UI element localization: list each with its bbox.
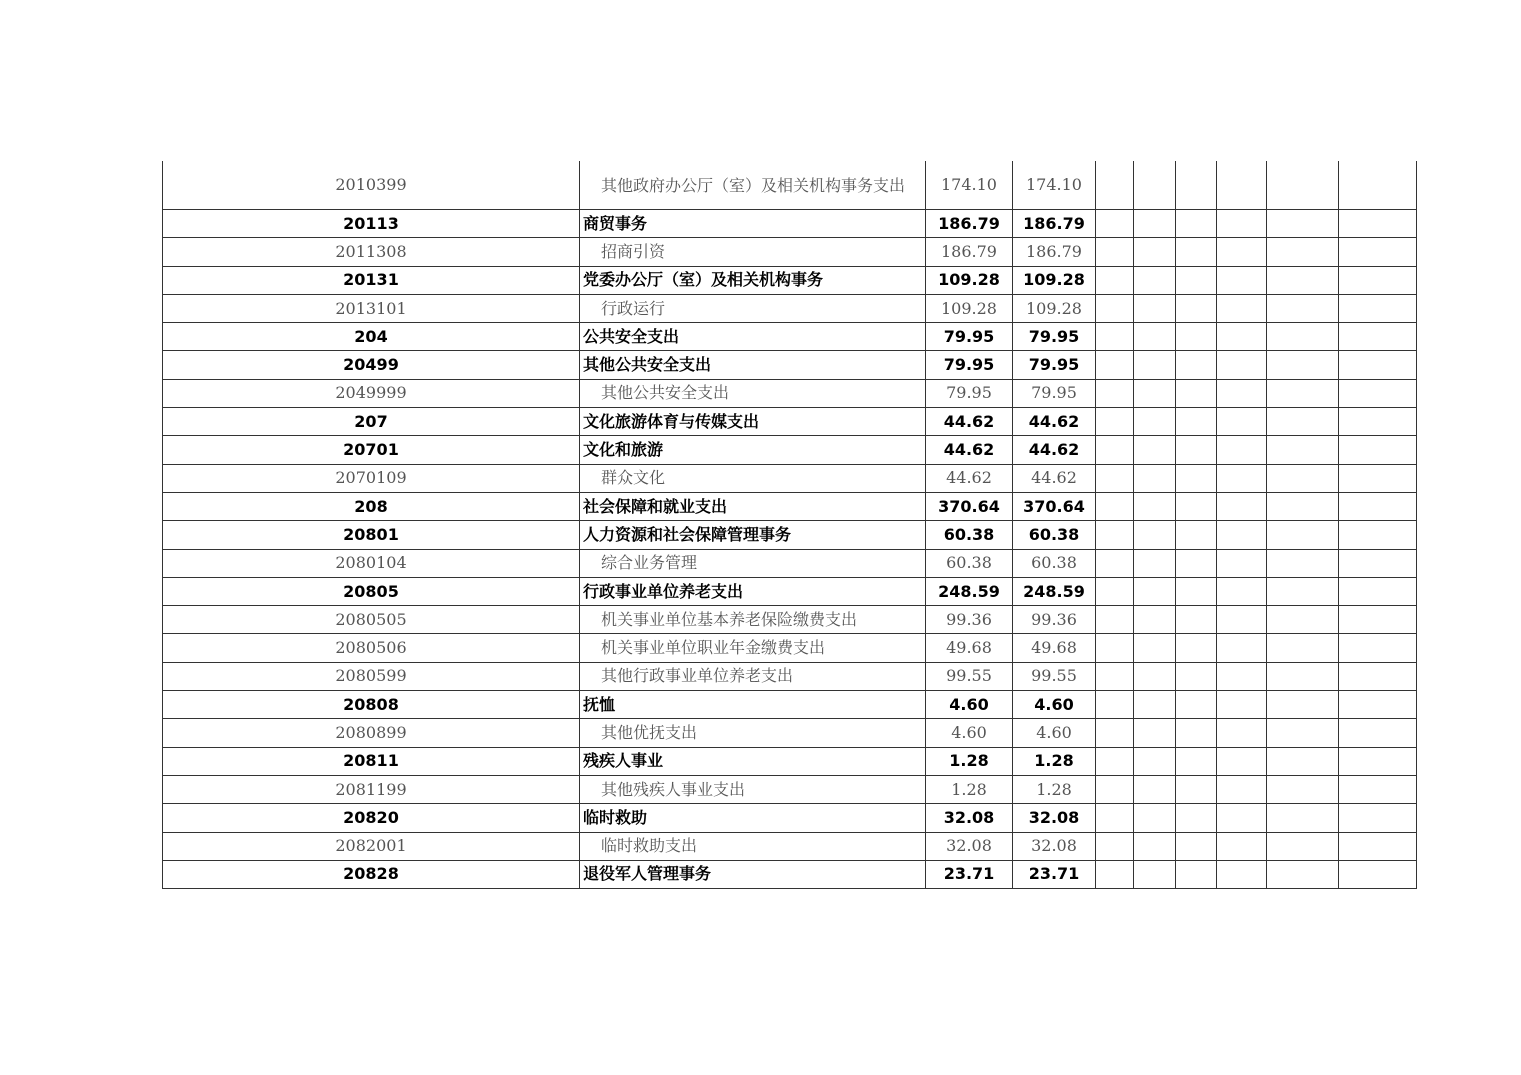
empty-cell [1134,294,1176,322]
empty-cell [1096,662,1134,690]
empty-cell [1267,238,1339,266]
empty-cell [1134,719,1176,747]
empty-cell [1339,521,1417,549]
empty-cell [1339,691,1417,719]
value-cell-1: 44.62 [926,464,1013,492]
value-cell-1: 109.28 [926,294,1013,322]
empty-cell [1217,775,1267,803]
empty-cell [1134,323,1176,351]
value-cell-1: 99.55 [926,662,1013,690]
value-cell-2: 32.08 [1013,832,1096,860]
table-row [163,521,1417,549]
name-cell: 其他行政事业单位养老支出 [580,662,926,690]
empty-cell [1217,408,1267,436]
name-cell: 党委办公厅（室）及相关机构事务 [580,266,926,294]
name-cell: 机关事业单位职业年金缴费支出 [580,634,926,662]
empty-cell [1339,747,1417,775]
empty-cell [1096,860,1134,888]
empty-cell [1217,492,1267,520]
empty-cell [1339,719,1417,747]
code-cell: 2010399 [163,161,580,210]
table-row [163,832,1417,860]
value-cell-2: 109.28 [1013,294,1096,322]
empty-cell [1134,634,1176,662]
empty-cell [1267,747,1339,775]
value-cell-1: 186.79 [926,238,1013,266]
value-cell-1: 1.28 [926,775,1013,803]
empty-cell [1339,238,1417,266]
empty-cell [1339,351,1417,379]
empty-cell [1134,521,1176,549]
name-cell: 退役军人管理事务 [580,860,926,888]
table-row [163,464,1417,492]
empty-cell [1134,492,1176,520]
name-cell: 行政事业单位养老支出 [580,577,926,605]
empty-cell [1267,775,1339,803]
empty-cell [1096,747,1134,775]
empty-cell [1217,521,1267,549]
empty-cell [1096,577,1134,605]
empty-cell [1134,775,1176,803]
value-cell-2: 23.71 [1013,860,1096,888]
value-cell-2: 4.60 [1013,719,1096,747]
value-cell-1: 4.60 [926,719,1013,747]
empty-cell [1176,804,1217,832]
table-row [163,860,1417,888]
empty-cell [1096,379,1134,407]
empty-cell [1339,634,1417,662]
name-cell: 综合业务管理 [580,549,926,577]
empty-cell [1134,351,1176,379]
value-cell-1: 99.36 [926,606,1013,634]
empty-cell [1267,606,1339,634]
table-row [163,323,1417,351]
value-cell-2: 32.08 [1013,804,1096,832]
name-cell: 抚恤 [580,691,926,719]
empty-cell [1217,691,1267,719]
empty-cell [1267,662,1339,690]
empty-cell [1176,775,1217,803]
empty-cell [1096,266,1134,294]
code-cell: 204 [163,323,580,351]
name-cell: 公共安全支出 [580,323,926,351]
code-cell: 20131 [163,266,580,294]
empty-cell [1176,323,1217,351]
value-cell-1: 79.95 [926,351,1013,379]
empty-cell [1267,351,1339,379]
table-row [163,492,1417,520]
value-cell-2: 79.95 [1013,379,1096,407]
code-cell: 2081199 [163,775,580,803]
empty-cell [1134,832,1176,860]
empty-cell [1339,464,1417,492]
empty-cell [1339,210,1417,238]
code-cell: 2080506 [163,634,580,662]
empty-cell [1267,860,1339,888]
empty-cell [1096,436,1134,464]
empty-cell [1096,521,1134,549]
value-cell-1: 60.38 [926,521,1013,549]
name-cell: 人力资源和社会保障管理事务 [580,521,926,549]
empty-cell [1339,492,1417,520]
empty-cell [1217,294,1267,322]
empty-cell [1267,161,1339,210]
code-cell: 2080899 [163,719,580,747]
table-row [163,662,1417,690]
name-cell: 临时救助支出 [580,832,926,860]
empty-cell [1096,804,1134,832]
empty-cell [1267,323,1339,351]
empty-cell [1267,210,1339,238]
empty-cell [1217,804,1267,832]
empty-cell [1267,719,1339,747]
table-row [163,804,1417,832]
value-cell-1: 186.79 [926,210,1013,238]
empty-cell [1176,634,1217,662]
empty-cell [1217,860,1267,888]
value-cell-1: 60.38 [926,549,1013,577]
empty-cell [1134,210,1176,238]
table-row [163,266,1417,294]
empty-cell [1134,161,1176,210]
value-cell-2: 248.59 [1013,577,1096,605]
value-cell-2: 109.28 [1013,266,1096,294]
value-cell-2: 79.95 [1013,323,1096,351]
value-cell-1: 248.59 [926,577,1013,605]
code-cell: 20828 [163,860,580,888]
table-row [163,606,1417,634]
value-cell-2: 99.55 [1013,662,1096,690]
empty-cell [1267,521,1339,549]
value-cell-2: 370.64 [1013,492,1096,520]
value-cell-1: 109.28 [926,266,1013,294]
value-cell-1: 32.08 [926,804,1013,832]
empty-cell [1339,606,1417,634]
empty-cell [1176,266,1217,294]
empty-cell [1176,492,1217,520]
empty-cell [1096,408,1134,436]
code-cell: 20801 [163,521,580,549]
empty-cell [1176,691,1217,719]
empty-cell [1176,464,1217,492]
empty-cell [1339,804,1417,832]
value-cell-1: 79.95 [926,379,1013,407]
empty-cell [1134,804,1176,832]
empty-cell [1096,719,1134,747]
empty-cell [1096,323,1134,351]
empty-cell [1267,832,1339,860]
empty-cell [1096,161,1134,210]
empty-cell [1176,210,1217,238]
empty-cell [1134,238,1176,266]
empty-cell [1217,549,1267,577]
name-cell: 其他优抚支出 [580,719,926,747]
code-cell: 20805 [163,577,580,605]
empty-cell [1096,294,1134,322]
empty-cell [1267,492,1339,520]
value-cell-2: 1.28 [1013,747,1096,775]
empty-cell [1176,606,1217,634]
value-cell-1: 44.62 [926,436,1013,464]
empty-cell [1176,549,1217,577]
empty-cell [1096,351,1134,379]
value-cell-1: 79.95 [926,323,1013,351]
empty-cell [1134,379,1176,407]
empty-cell [1217,161,1267,210]
name-cell: 其他残疾人事业支出 [580,775,926,803]
name-cell: 临时救助 [580,804,926,832]
code-cell: 2080505 [163,606,580,634]
empty-cell [1096,549,1134,577]
empty-cell [1096,210,1134,238]
value-cell-1: 23.71 [926,860,1013,888]
name-cell: 其他公共安全支出 [580,351,926,379]
name-cell: 其他公共安全支出 [580,379,926,407]
code-cell: 2049999 [163,379,580,407]
name-cell: 社会保障和就业支出 [580,492,926,520]
value-cell-2: 186.79 [1013,210,1096,238]
table-row [163,436,1417,464]
empty-cell [1134,860,1176,888]
empty-cell [1217,747,1267,775]
empty-cell [1217,606,1267,634]
name-cell: 招商引资 [580,238,926,266]
value-cell-2: 4.60 [1013,691,1096,719]
empty-cell [1217,238,1267,266]
empty-cell [1217,210,1267,238]
code-cell: 20811 [163,747,580,775]
table-row [163,549,1417,577]
code-cell: 2080599 [163,662,580,690]
empty-cell [1134,606,1176,634]
name-cell: 文化和旅游 [580,436,926,464]
code-cell: 20820 [163,804,580,832]
value-cell-2: 60.38 [1013,521,1096,549]
empty-cell [1339,266,1417,294]
empty-cell [1096,775,1134,803]
name-cell: 行政运行 [580,294,926,322]
name-cell: 残疾人事业 [580,747,926,775]
value-cell-1: 174.10 [926,161,1013,210]
budget-table [162,161,1417,889]
value-cell-1: 32.08 [926,832,1013,860]
code-cell: 20499 [163,351,580,379]
name-cell: 其他政府办公厅（室）及相关机构事务支出 [580,161,926,210]
empty-cell [1267,464,1339,492]
value-cell-2: 174.10 [1013,161,1096,210]
empty-cell [1176,379,1217,407]
empty-cell [1096,238,1134,266]
code-cell: 2070109 [163,464,580,492]
empty-cell [1134,691,1176,719]
value-cell-1: 1.28 [926,747,1013,775]
empty-cell [1134,408,1176,436]
name-cell: 群众文化 [580,464,926,492]
empty-cell [1339,549,1417,577]
table-row [163,577,1417,605]
empty-cell [1217,577,1267,605]
empty-cell [1096,832,1134,860]
table-row [163,747,1417,775]
table-row [163,691,1417,719]
empty-cell [1267,691,1339,719]
code-cell: 2011308 [163,238,580,266]
empty-cell [1176,860,1217,888]
empty-cell [1339,436,1417,464]
code-cell: 20808 [163,691,580,719]
empty-cell [1134,747,1176,775]
empty-cell [1339,832,1417,860]
empty-cell [1339,775,1417,803]
empty-cell [1134,549,1176,577]
code-cell: 2082001 [163,832,580,860]
empty-cell [1176,747,1217,775]
empty-cell [1096,464,1134,492]
empty-cell [1217,351,1267,379]
empty-cell [1217,832,1267,860]
table-row [163,351,1417,379]
empty-cell [1134,662,1176,690]
empty-cell [1217,464,1267,492]
table-row [163,634,1417,662]
empty-cell [1217,436,1267,464]
value-cell-1: 49.68 [926,634,1013,662]
empty-cell [1096,691,1134,719]
value-cell-2: 186.79 [1013,238,1096,266]
empty-cell [1339,379,1417,407]
empty-cell [1267,266,1339,294]
value-cell-1: 370.64 [926,492,1013,520]
empty-cell [1176,719,1217,747]
empty-cell [1339,294,1417,322]
table-body [163,161,1417,889]
empty-cell [1134,436,1176,464]
empty-cell [1339,577,1417,605]
value-cell-2: 1.28 [1013,775,1096,803]
value-cell-1: 4.60 [926,691,1013,719]
table-row [163,161,1417,210]
empty-cell [1217,662,1267,690]
empty-cell [1217,634,1267,662]
value-cell-2: 44.62 [1013,464,1096,492]
empty-cell [1217,719,1267,747]
empty-cell [1267,577,1339,605]
empty-cell [1267,634,1339,662]
empty-cell [1176,436,1217,464]
table-row [163,379,1417,407]
value-cell-2: 44.62 [1013,408,1096,436]
name-cell: 机关事业单位基本养老保险缴费支出 [580,606,926,634]
empty-cell [1339,860,1417,888]
empty-cell [1176,351,1217,379]
code-cell: 208 [163,492,580,520]
value-cell-2: 60.38 [1013,549,1096,577]
empty-cell [1267,379,1339,407]
empty-cell [1217,266,1267,294]
code-cell: 207 [163,408,580,436]
empty-cell [1339,323,1417,351]
empty-cell [1176,238,1217,266]
empty-cell [1176,408,1217,436]
table-row [163,210,1417,238]
empty-cell [1217,323,1267,351]
table-row [163,294,1417,322]
value-cell-2: 49.68 [1013,634,1096,662]
empty-cell [1339,161,1417,210]
empty-cell [1176,161,1217,210]
empty-cell [1176,832,1217,860]
empty-cell [1176,294,1217,322]
empty-cell [1176,662,1217,690]
empty-cell [1217,379,1267,407]
code-cell: 2013101 [163,294,580,322]
empty-cell [1267,408,1339,436]
empty-cell [1096,606,1134,634]
empty-cell [1134,577,1176,605]
table-row [163,719,1417,747]
table-row [163,238,1417,266]
code-cell: 20113 [163,210,580,238]
empty-cell [1267,804,1339,832]
name-cell: 商贸事务 [580,210,926,238]
value-cell-2: 99.36 [1013,606,1096,634]
empty-cell [1176,577,1217,605]
name-cell: 文化旅游体育与传媒支出 [580,408,926,436]
table-row [163,775,1417,803]
empty-cell [1096,492,1134,520]
empty-cell [1096,634,1134,662]
value-cell-2: 79.95 [1013,351,1096,379]
empty-cell [1134,464,1176,492]
value-cell-1: 44.62 [926,408,1013,436]
empty-cell [1267,294,1339,322]
empty-cell [1267,549,1339,577]
table-row [163,408,1417,436]
code-cell: 2080104 [163,549,580,577]
value-cell-2: 44.62 [1013,436,1096,464]
empty-cell [1267,436,1339,464]
empty-cell [1339,408,1417,436]
empty-cell [1339,662,1417,690]
empty-cell [1176,521,1217,549]
code-cell: 20701 [163,436,580,464]
empty-cell [1134,266,1176,294]
